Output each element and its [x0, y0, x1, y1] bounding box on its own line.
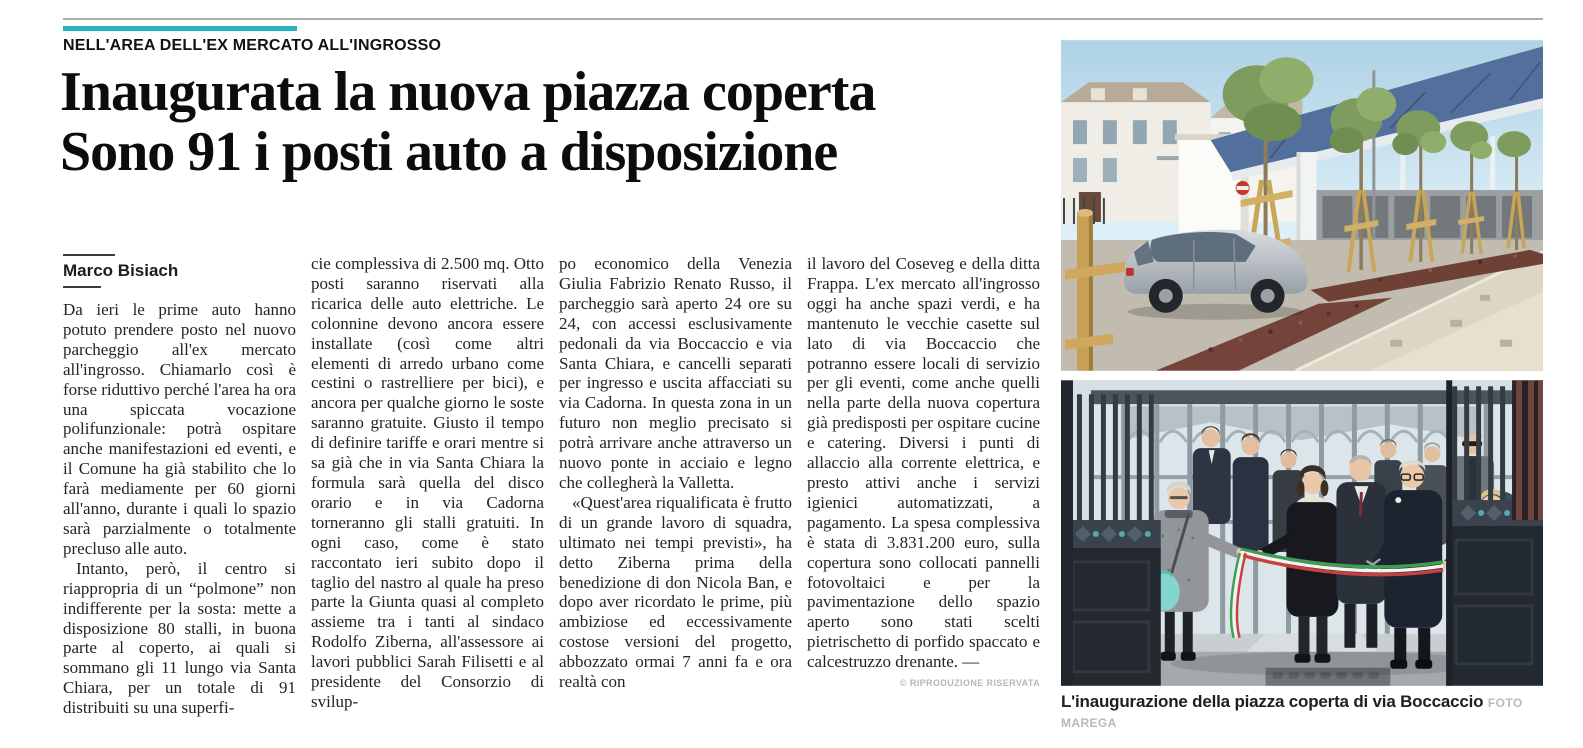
article-col1-paragraph-2: Intanto, però, il centro si riappropria di un “polmone” non indifferente per la sosta: mette a disposizione 80 stalli, in buona parte al coperto, ai quali si sommano gli 11 lungo via Santa Chiara, per un totale di 91 distribuiti su una superfi- [63, 558, 296, 718]
article-column-1 [63, 254, 296, 722]
photo-credit: FOTO MAREGA [1061, 696, 1523, 730]
article-column-3 [559, 254, 792, 722]
article-col4-paragraph-1: il lavoro del Coseveg e della ditta Frappa. L'ex mercato all'ingrosso oggi ha anche spazi verdi, e ha mantenuto le vecchie casette sul lato di via Boccaccio che potranno essere locali di servizio per gli eventi, come anche quelli nella parte della nuova copertura già predisposti per ospitare cucine e catering. Diversi i punti di allaccio alla corrente elettrica, e presto attivi anche i servizi igienici automatizzati, a pagamento. La spesa complessiva è stata di 3.831.200 euro, sulla copertura sono collocati pannelli fotovoltaici e per la pavimentazione dello spazio aperto sono stati scelti pietrischetto di porfido spaccato e calcestruzzo drenante. — [807, 254, 1040, 672]
photo-caption [1061, 692, 1543, 732]
article-col3-paragraph-2: «Quest'area riqualificata è frutto di un grande lavoro di squadra, ultimato nei tempi previsti», ha detto Ziberna prima della benedizione di don Nicola Ban, e dopo aver ricordato le prime, più ambiziose ed eccessivamente costose versioni del progetto, abbozzato ormai 7 anni fa e ora realtà con [559, 492, 792, 692]
byline: Marco Bisiach [63, 261, 179, 280]
article-body [63, 254, 1041, 722]
byline-rule-bottom [63, 286, 101, 288]
byline-rule-top [63, 254, 115, 256]
article-col2-paragraph-1: cie complessiva di 2.500 mq. Otto posti saranno riservati alla ricarica delle auto elettriche. Le colonnine devono ancora essere installate (così come altri elementi di arredo urbano come cestini o rastrelliere per bici), e ancora per qualche giorno le soste saranno gratuite. Giusto il tempo di definire tariffe e orari mentre si sa già che in via Santa Chiara la formula sarà quella del disco orario e in via Cadorna torneranno gli stalli gratuiti. In ogni caso, come è stato raccontato ieri subito dopo il taglio del nastro al quale ha preso parte la Giunta quasi al completo assieme tra i tanti al sindaco Rodolfo Ziberna, all'assessore ai lavori pubblici Sarah Filisetti e al presidente del Consorzio di svilup- [311, 254, 544, 711]
headline-line-1: Inaugurata la nuova piazza coperta [60, 61, 876, 123]
article-col3-paragraph-1: po economico della Venezia Giulia Fabrizio Renato Russo, il parcheggio sarà aperto 24 ore su 24, con accessi esclusivamente pedonali da via Boccaccio e via Santa Chiara, e cancelli separati per ingresso e uscita affacciati su via Cadorna. In questa zona in un futuro non meglio precisato si potrà arrivare anche attraverso un nuovo ponte in acciaio e legno che collegherà la Valletta. [559, 254, 792, 492]
bottom-photo-inauguration [1061, 380, 1543, 686]
headline [60, 62, 1060, 182]
article-column-4 [807, 254, 1040, 722]
article-column-2 [311, 254, 544, 722]
caption-text: L'inaugurazione della piazza coperta di via Boccaccio [1061, 692, 1484, 711]
accent-bar [63, 26, 297, 31]
headline-line-2: Sono 91 i posti auto a disposizione [60, 121, 838, 183]
kicker: NELL'AREA DELL'EX MERCATO ALL'INGROSSO [63, 37, 442, 54]
article-col1-paragraph-1: Da ieri le prime auto hanno potuto prendere posto nel nuovo parcheggio all'ex mercato all'ingrosso. Chiamarlo così è forse riduttivo perché l'area ha ora una spiccata vocazione polifunzionale: potrà ospitare anche manifestazioni ed eventi, e il Comune ha già stabilito che lo farà mediamente per 60 giorni all'anno, durante i quali lo spazio sarà parzialmente o totalmente precluso alle auto. [63, 300, 296, 558]
copyright-notice: © RIPRODUZIONE RISERVATA [899, 678, 1040, 689]
byline-block [63, 254, 296, 288]
top-photo-parking [1061, 40, 1543, 371]
top-rule [63, 18, 1543, 20]
